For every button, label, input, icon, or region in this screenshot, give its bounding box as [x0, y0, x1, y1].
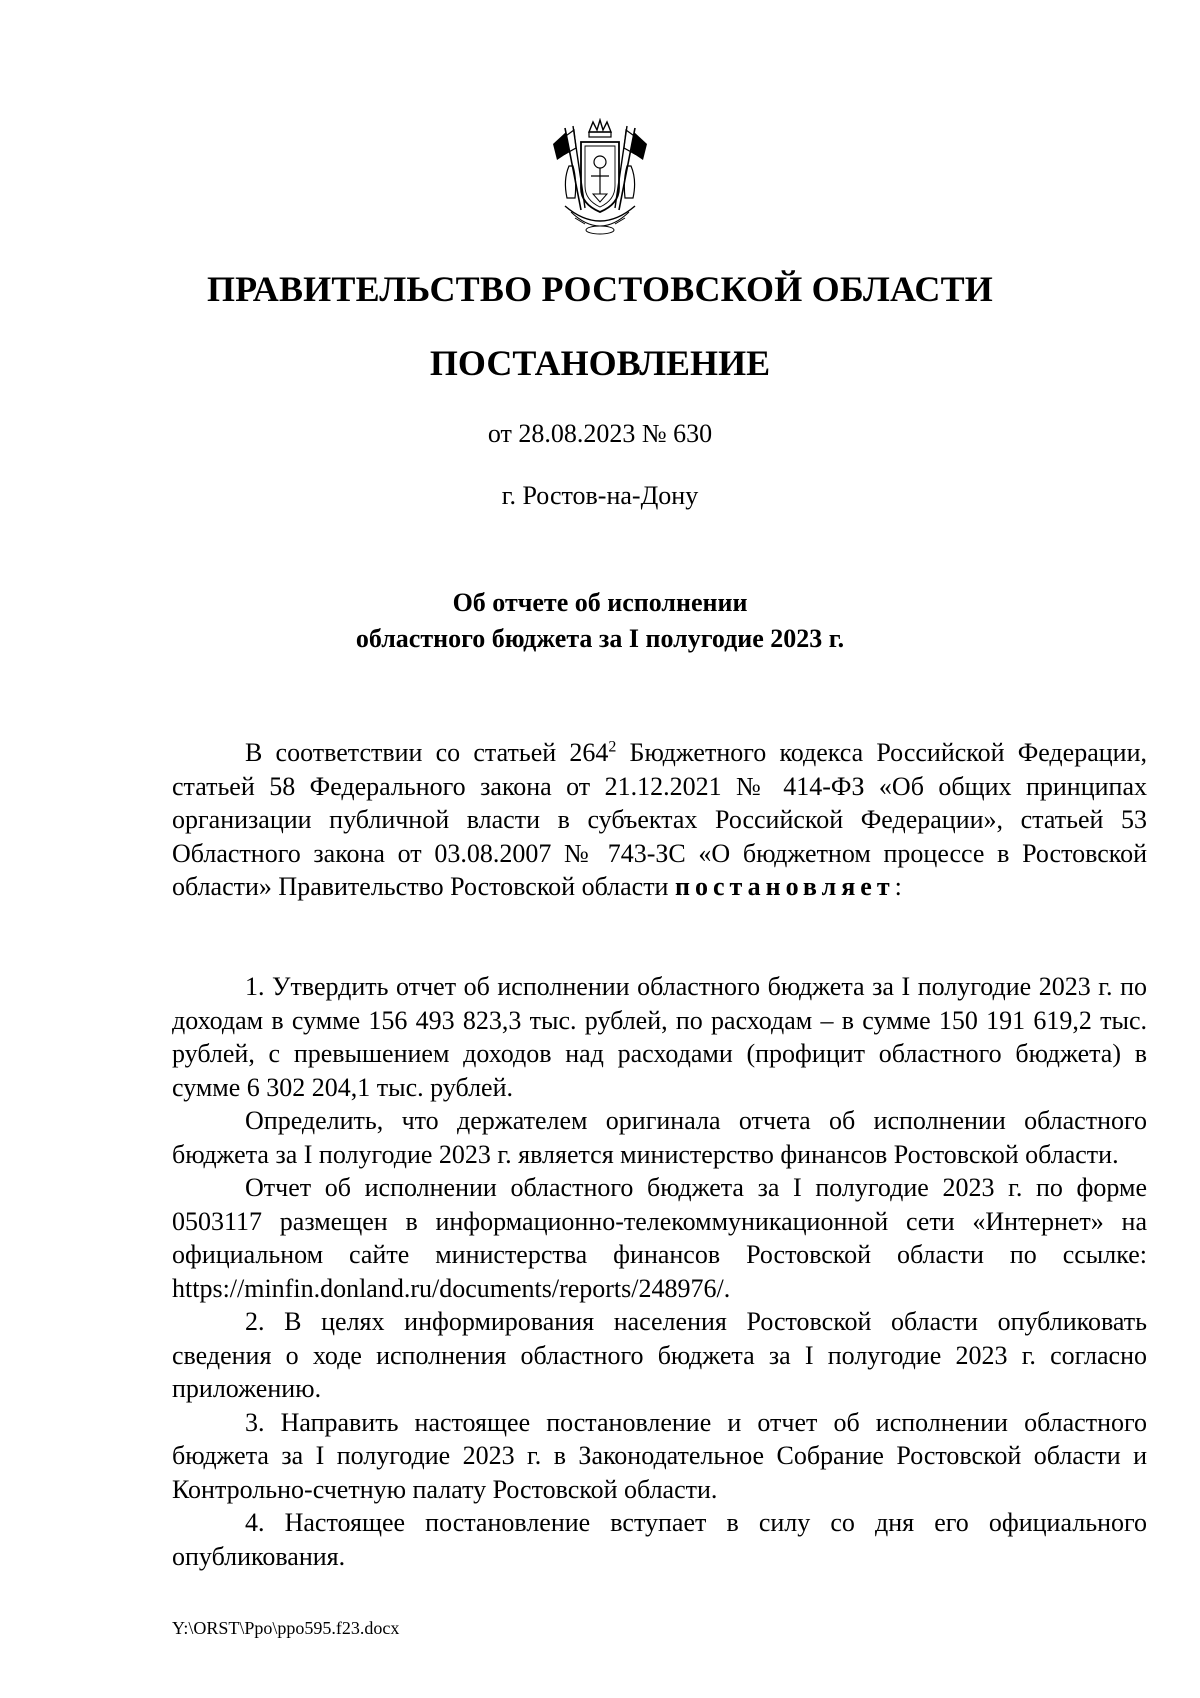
- coat-of-arms-icon: [545, 118, 655, 242]
- document-date-number: от 28.08.2023 № 630: [487, 419, 713, 448]
- footer-file-path: Y:\ORST\Ppo\ppo595.f23.docx: [172, 1618, 400, 1638]
- document-city: г. Ростов-на-Дону: [501, 481, 699, 510]
- government-name: ПРАВИТЕЛЬСТВО РОСТОВСКОЙ ОБЛАСТИ: [206, 269, 994, 309]
- list-item: 1. Утвердить отчет об исполнении областного бюджета за I полугодие 2023 г. по доходам в сумме 156 493 823,3 тыс. рублей, по расходам – в сумме 150 191 619,2 тыс. рублей, с превышением доходов над расходами (профицит областного бюджета) в сумме 6 302 204,1 тыс. рублей.: [172, 972, 1147, 1102]
- subject-line-1: Об отчете об исполнении: [452, 588, 748, 617]
- list-item: 2. В целях информирования населения Ростовской области опубликовать сведения о ходе исполнения областного бюджета за I полугодие 2023 г. согласно приложению.: [172, 1307, 1147, 1403]
- document-subject: [0, 585, 1200, 657]
- preamble: [172, 736, 1147, 904]
- decree-items: [172, 970, 1147, 1573]
- document-type: ПОСТАНОВЛЕНИЕ: [429, 343, 771, 383]
- list-item: Отчет об исполнении областного бюджета за I полугодие 2023 г. по форме 0503117 размещен в информационно-телекоммуникационной сети «Интернет» на официальном сайте министерства финансов Ростовской области по ссылке: https://minfin.donland.ru/documents/reports/248976/.: [172, 1173, 1147, 1303]
- preamble-text-part2: Бюджетного кодекса Российской Федерации, статьей 58 Федерального закона от 21.12.2021 № 414-ФЗ «Об общих принципах организации публичной власти в субъектах Российской Федерации», статьей 53 Областного закона от 03.08.2007 № 743-ЗС «О бюджетном процессе в Ростовской области» Правительство Ростовской области: [172, 738, 1147, 901]
- list-item: 3. Направить настоящее постановление и отчет об исполнении областного бюджета за I полугодие 2023 г. в Законодательное Собрание Ростовской области и Контрольно-счетную палату Ростовской области.: [172, 1407, 1147, 1504]
- preamble-colon: :: [894, 872, 902, 901]
- list-item: Определить, что держателем оригинала отчета об исполнении областного бюджета за I полугодие 2023 г. является министерство финансов Ростовской области.: [172, 1106, 1147, 1169]
- decree-word: постановляет: [674, 872, 895, 901]
- preamble-text-part1: В соответствии со статьей 264: [245, 738, 609, 767]
- list-item: 4. Настоящее постановление вступает в силу со дня его официального опубликования.: [172, 1508, 1147, 1571]
- preamble-superscript: 2: [608, 738, 617, 756]
- subject-line-2: областного бюджета за I полугодие 2023 г.: [355, 624, 845, 653]
- preamble-paragraph: [172, 736, 1147, 904]
